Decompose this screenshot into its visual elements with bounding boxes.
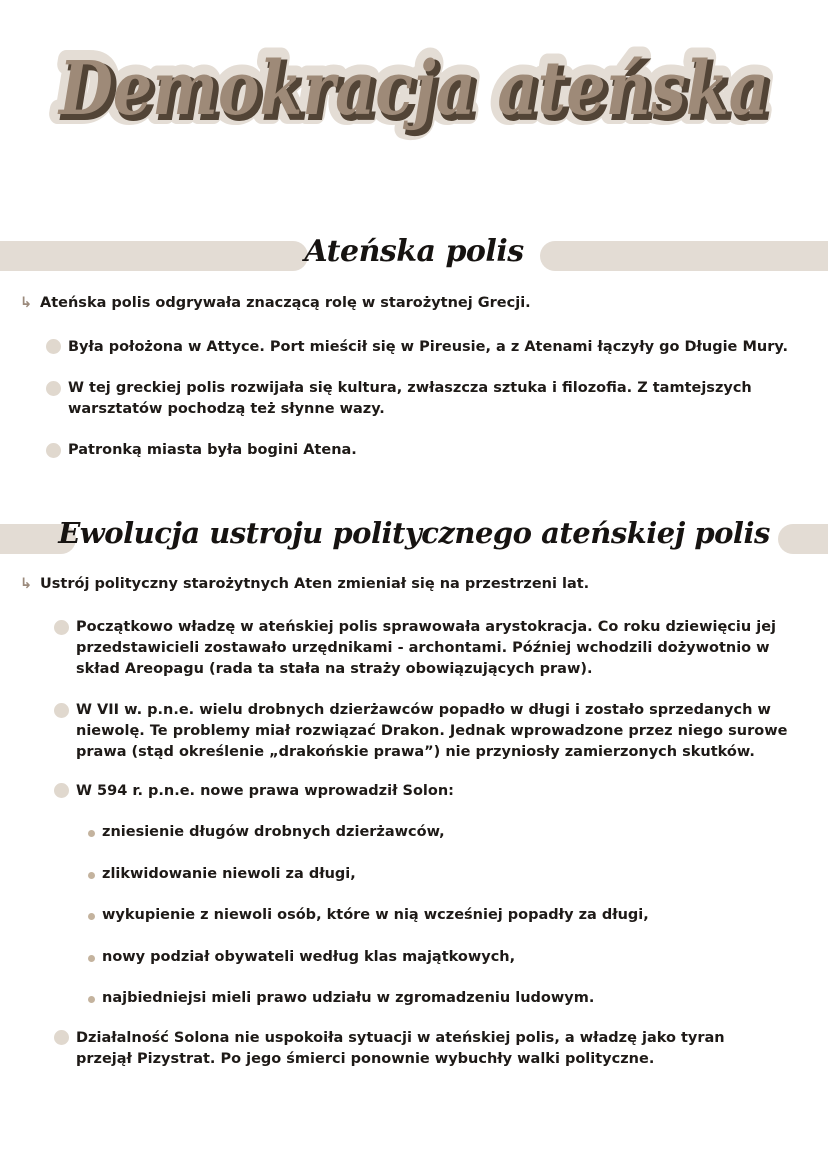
arrow-return-icon: ↳ [20,576,33,592]
list-item: W tej greckiej polis rozwijała się kultura, zwłaszcza sztuka i filozofia. Z tamtejszych warsztatów pochodzą też słynne wazy. [68,380,752,417]
sub-list-item: wykupienie z niewoli osób, które w nią wcześniej popadły za długi, [102,907,649,923]
sub-list-item: nowy podział obywateli według klas majątkowych, [102,949,516,965]
page-title [0,18,828,158]
list-item: W VII w. p.n.e. wielu drobnych dzierżawców popadło w długi i zostało sprzedanych w niewolę. Te problemy miał rozwiązać Drakon. Jednak wprowadzone przez niego surowe prawa (stąd określenie „drakońskie prawa”) nie przyniosły zamierzonych skutków. [76,702,788,760]
section-heading-atenska-polis: Ateńska polis [304,234,524,269]
list-item: Była położona w Attyce. Port mieścił się w Pireusie, a z Atenami łączyły go Długie Mury. [68,339,788,355]
list-item: Działalność Solona nie uspokoiła sytuacji w ateńskiej polis, a władzę jako tyran przejął Pizystrat. Po jego śmierci ponownie wybuchły walki polityczne. [76,1030,725,1067]
intro-text: Ustrój polityczny starożytnych Aten zmieniał się na przestrzeni lat. [40,576,590,592]
bullet-dot [54,703,69,718]
section-intro [20,295,531,311]
arrow-return-icon: ↳ [20,295,33,311]
sub-bullet-dot [88,996,95,1003]
sub-bullet-dot [88,872,95,879]
sub-list-item: zniesienie długów drobnych dzierżawców, [102,824,445,840]
bullet-dot [54,783,69,798]
list-item: W 594 r. p.n.e. nowe prawa wprowadził Solon: [76,783,454,799]
sub-list-item: najbiedniejsi mieli prawo udziału w zgromadzeniu ludowym. [102,990,595,1006]
list-item: Początkowo władzę w ateńskiej polis sprawowała arystokracja. Co roku dziewięciu jej przedstawicieli zostawało urzędnikami - archontami. Później wchodzili dożywotnio w skład Areopagu (rada ta stała na straży obowiązujących praw). [76,619,777,677]
intro-text: Ateńska polis odgrywała znaczącą rolę w starożytnej Grecji. [40,295,531,311]
bullet-dot [46,339,61,354]
bullet-dot [54,620,69,635]
bullet-dot [54,1030,69,1045]
sub-bullet-dot [88,830,95,837]
section-intro [20,576,589,592]
bullet-dot [46,381,61,396]
sub-bullet-dot [88,955,95,962]
section-heading-ewolucja: Ewolucja ustroju politycznego ateńskiej polis [58,516,770,550]
sub-list-item: zlikwidowanie niewoli za długi, [102,866,356,882]
title-lettering [14,18,814,158]
svg-text:Demokracja ateńska: Demokracja ateńska [57,46,769,132]
bullet-dot [46,443,61,458]
svg-text:Demokracja ateńska: Demokracja ateńska [61,50,773,136]
sub-bullet-dot [88,913,95,920]
list-item: Patronką miasta była bogini Atena. [68,442,357,458]
svg-text:Demokracja ateńska: Demokracja ateńska [57,46,769,132]
